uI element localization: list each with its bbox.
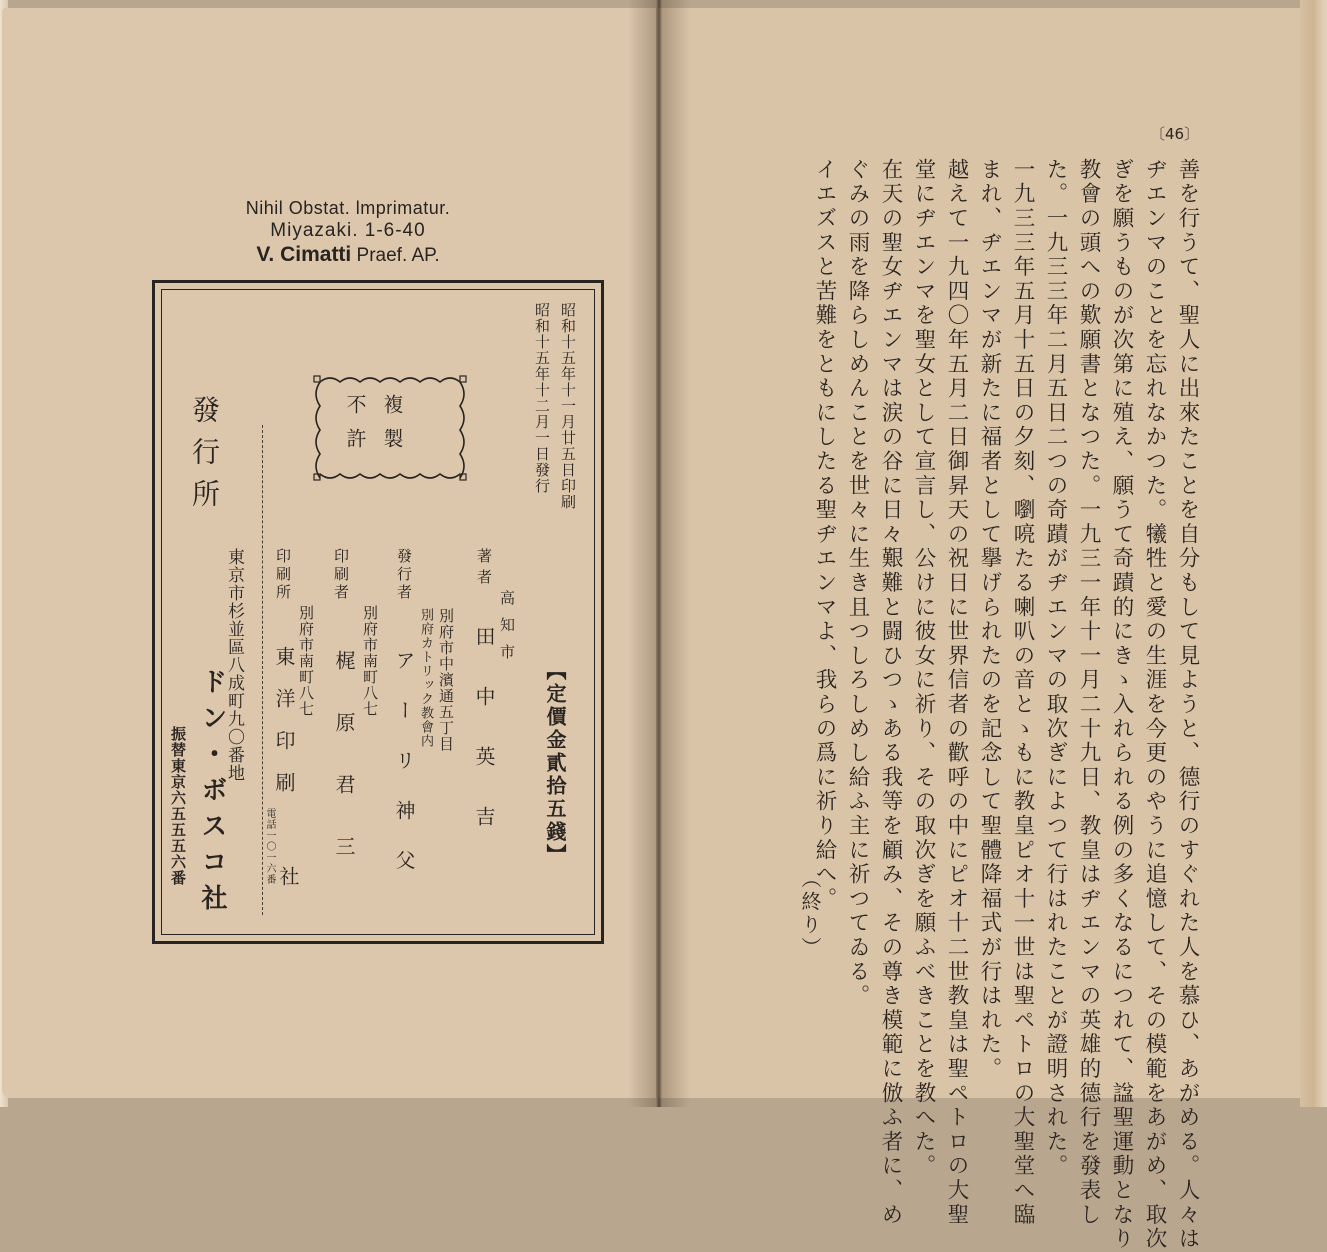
notice-fukusei: 複製 [380,394,404,462]
right-page-edges [1300,0,1327,1107]
page-number: 〔46〕 [1150,125,1200,143]
end-mark: （終り） [798,868,822,960]
printshop-address: 別府市南町八七 [297,605,315,717]
print-date: 昭和十五年十一月廿五日印刷 [559,302,577,510]
imprimatur-title: Praef. AP. [351,245,440,266]
imprimatur-signature [198,243,498,267]
printshop-suffix: 社 [276,866,300,891]
body-line-1: 善を行うて、聖人に出來たことを自分もして見ようと、德行のすぐれた人を慕ひ、あがめる。人々は [1175,158,1200,1252]
body-line-4: 教會の頭への歎願書となつた。一九三一年十一月二十九日、教皇はヂエンマの英雄的德行を發表し [1076,158,1101,1228]
publisher-role: 發行者 [395,548,413,602]
body-line-12: イエズスと苦難をともにしたる聖ヂエンマよ、我らの爲に祈り給へ。 [812,158,837,912]
author-address: 高知市 [498,590,516,671]
body-line-11: ぐみの雨を降らしめんことを世々に生き且つしろしめし給ふ主に祈つてゐる。 [845,158,870,1009]
price: 【定價金貳拾五錢】 [543,660,567,867]
notice-fukyo: 不許 [343,394,367,462]
body-line-9: 堂にヂエンマを聖女として宣言し、公けに彼女に祈り、その取次ぎを願ふべきことを教へた。 [911,158,936,1179]
author-name: 田中英吉 [472,626,496,866]
publisher-address-1: 別府市中濱通五丁目 [437,608,455,752]
issuer-name: ドン・ボスコ社 [197,668,227,920]
body-line-6: 一九三三年五月十五日の夕刻、嚠喨たる喇叭の音とゝもに教皇ピオ十一世は聖ペトロの大聖堂へ臨 [1010,158,1035,1228]
printer-address: 別府市南町八七 [361,605,379,717]
printshop-role: 印刷所 [274,548,292,602]
issuer-label: 發行所 [188,395,221,521]
book-gutter [628,0,690,1107]
issuer-account: 振替東京六五五五六番 [169,726,187,886]
printer-name: 梶原君三 [332,650,356,898]
body-line-2: ヂエンマのことを忘れなかつた。犧牲と愛の生涯を今更のやうに追憶して、その模範をあがめ、取次 [1142,158,1167,1252]
publisher-name: アーリ神父 [392,650,416,900]
body-line-10: 在天の聖女ヂエンマは涙の谷に日々艱難と闘ひつゝある我等を顧み、その尊き模範に倣ふ者に、め [878,158,903,1228]
printshop-phone: 電話一〇一六番 [264,808,275,885]
printshop-name: 東洋印刷 [272,646,296,814]
printer-role: 印刷者 [332,548,350,602]
imprimatur-line-2: Miyazaki. 1-6-40 [270,220,426,241]
author-role: 著者 [475,548,493,590]
imprimatur-name: V. Cimatti [256,243,352,266]
issuer-address: 東京市杉並區八成町九〇番地 [224,548,244,782]
publisher-address-2: 別府カトリック教會内 [418,608,433,748]
body-line-5: た。一九三三年二月五日二つの奇蹟がヂエンマの取次ぎによつて行はれたことが證明された。 [1043,158,1068,1179]
issue-date: 昭和十五年十二月一日發行 [533,302,551,494]
body-line-3: ぎを願うものが次第に殖え、願うて奇蹟的にきゝ入れられる例の多くなるにつれて、諡聖運動となり [1109,158,1134,1252]
body-line-7: まれ、ヂエンマが新たに福者として擧げられたのを記念して聖體降福式が行はれた。 [977,158,1002,1082]
body-line-8: 越えて一九四〇年五月二日御昇天の祝日に世界信者の歡呼の中にピオ十二世教皇は聖ペトロの大聖 [944,158,969,1228]
imprimatur-line-1: Nihil Obstat. lmprimatur. [245,198,451,218]
